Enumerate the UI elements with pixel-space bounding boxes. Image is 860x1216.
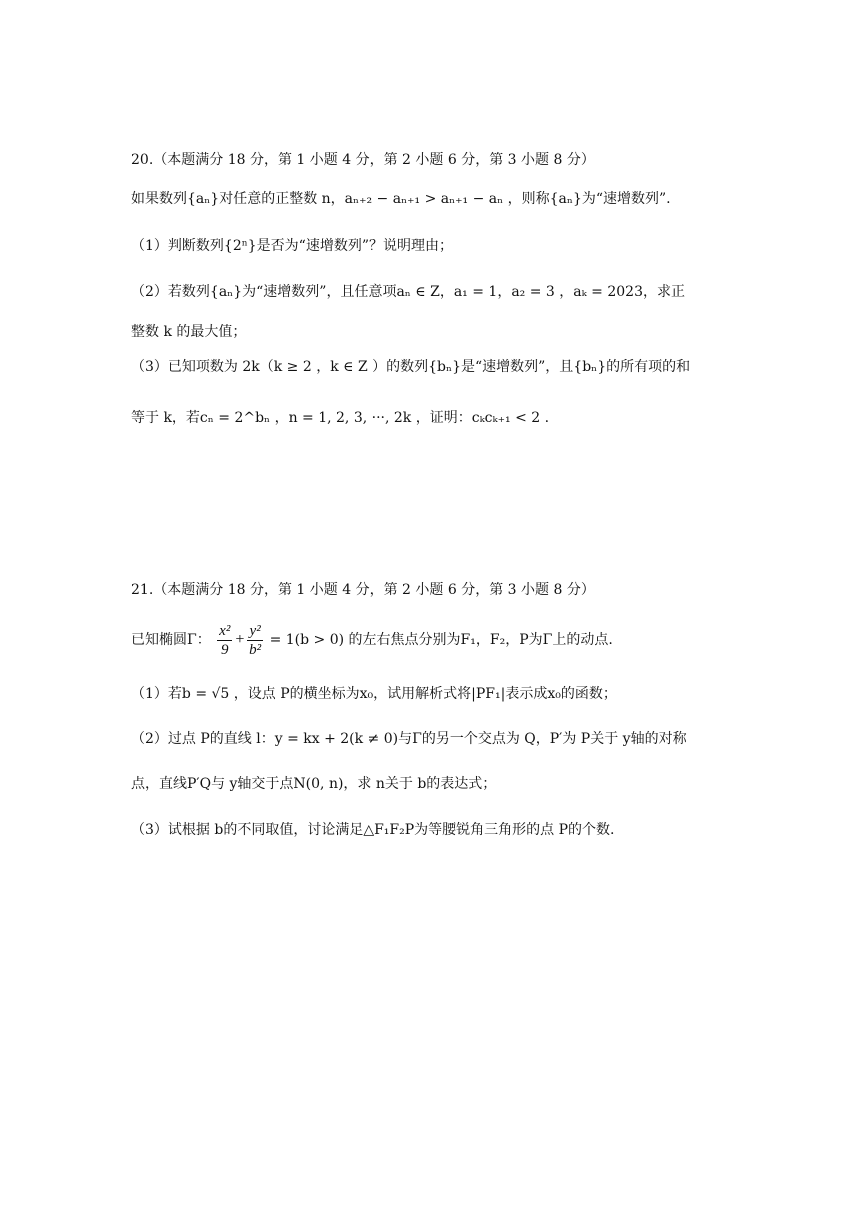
q20-intro: 如果数列{aₙ}对任意的正整数 n，aₙ₊₂ − aₙ₊₁ > aₙ₊₁ − aₙ ，则称{aₙ}为“速增数列”.	[131, 191, 671, 207]
q21-part3: （3）试根据 b的不同取值，讨论满足△F₁F₂P为等腰锐角三角形的点 P的个数.	[131, 822, 615, 838]
q21-header: 21.（本题满分 18 分，第 1 小题 4 分，第 2 小题 6 分，第 3 小题 8 分）	[131, 582, 595, 598]
q21-intro-suffix: = 1(b > 0) 的左右焦点分别为F₁，F₂，P为Γ上的动点.	[269, 632, 613, 648]
q20-part3-line1: （3）已知项数为 2k（k ≥ 2 ，k ∈ Z ）的数列{bₙ}是“速增数列”，且{bₙ}的所有项的和	[131, 359, 691, 375]
q20-part1: （1）判断数列{2ⁿ}是否为“速增数列”？说明理由；	[131, 238, 453, 254]
fraction-x-squared-over-9	[217, 622, 232, 659]
fraction-denominator: b²	[249, 641, 262, 658]
fraction-numerator: x²	[219, 622, 231, 639]
q20-part2-line2: 整数 k 的最大值；	[131, 324, 247, 340]
fraction-numerator: y²	[247, 622, 263, 641]
q20-part2-line1: （2）若数列{aₙ}为“速增数列”，且任意项aₙ ∈ Z，a₁ = 1，a₂ = 3 ，aₖ = 2023，求正	[131, 284, 685, 300]
q20-header: 20.（本题满分 18 分，第 1 小题 4 分，第 2 小题 6 分，第 3 小题 8 分）	[131, 152, 595, 168]
q21-part1: （1）若b = √5 ，设点 P的横坐标为x₀，试用解析式将|PF₁|表示成x₀的函数；	[131, 686, 617, 702]
q21-intro	[131, 620, 613, 660]
fraction-y-squared-over-b-squared	[247, 622, 263, 659]
q21-part2-line2: 点，直线P′Q与 y轴交于点N(0, n)，求 n关于 b的表达式；	[131, 776, 497, 792]
fraction-denominator: 9	[221, 641, 229, 658]
q20-part3-line2: 等于 k，若cₙ = 2^bₙ ，n = 1, 2, 3, ···, 2k ，证明：cₖcₖ₊₁ < 2 .	[131, 410, 550, 426]
plus-sign: +	[234, 631, 246, 648]
q21-part2-line1: （2）过点 P的直线 l：y = kx + 2(k ≠ 0)与Γ的另一个交点为 Q，P′为 P关于 y轴的对称	[131, 731, 687, 747]
q21-intro-prefix: 已知椭圆Γ：	[131, 632, 211, 648]
